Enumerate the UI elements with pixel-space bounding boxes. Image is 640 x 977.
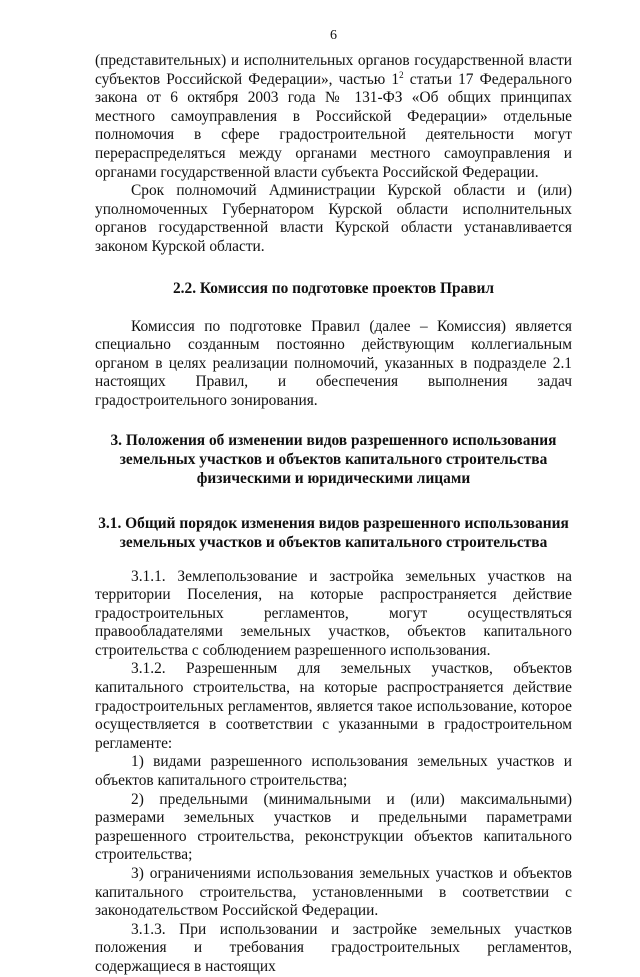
section-heading-3: 3. Положения об изменении видов разрешенного использования земельных участков и объектов капитального строительства физическими и юридическими лицами — [110, 431, 557, 487]
list-item-3: 3) ограничениями использования земельных участков и объектов капитального строительства, установленными в соответствии с законодательством Российской Федерации. — [95, 865, 572, 920]
paragraph-3-1-1: 3.1.1. Землепользование и застройка земельных участков на территории Поселения, на которые распространяется действие градостроительных регламентов, могут осуществляться правообладателями земельных участков, объектов капитального строительства с соблюдением разрешенного использования. — [95, 567, 572, 659]
section-heading-3-1: 3.1. Общий порядок изменения видов разрешенного использования земельных участков и объектов капитального строительства — [98, 514, 569, 551]
paragraph-3-1-2: 3.1.2. Разрешенным для земельных участков, объектов капитального строительства, на которые распространяется действие градостроительных регламентов, является такое использование, которое осуществляется в соответствии с указанными в градостроительном регламенте: — [95, 660, 572, 752]
section-heading-2-2: 2.2. Комиссия по подготовке проектов Правил — [172, 279, 495, 297]
superscript: 2 — [399, 69, 404, 80]
list-item-2: 2) предельными (минимальными и (или) максимальными) размерами земельных участков и предельными параметрами разрешенного строительства, реконструкции объектов капитального строительства; — [95, 790, 572, 864]
paragraph-term-of-powers: Срок полномочий Администрации Курской области и (или) уполномоченных Губернатором Курской области исполнительных органов государственной власти Курской области устанавливается законом Курской области. — [95, 182, 572, 255]
paragraph-text: статьи 17 Федерального закона от 6 октября 2003 года № 131-ФЗ «Об общих принципах местного самоуправления в Российской Федерации» отдельные полномочия в сфере градостроительной деятельности могут перераспределяться между органами местного самоуправления и органами государственной власти субъекта Российской Федерации. — [95, 70, 572, 181]
paragraph-text: (представительных) и исполнительных органов государственной власти субъектов Российской Федерации», частью 1 — [95, 52, 572, 88]
paragraph-commission: Комиссия по подготовке Правил (далее – Комиссия) является специально созданным постоянно действующим коллегиальным органом в целях реализации полномочий, указанных в подразделе 2.1 настоящих Правил, и обеспечения выполнения задач градостроительного зонирования. — [95, 317, 572, 409]
paragraph-continuation — [95, 52, 572, 182]
page-number: 6 — [330, 28, 337, 43]
list-item-1: 1) видами разрешенного использования земельных участков и объектов капитального строительства; — [95, 753, 572, 790]
paragraph-3-1-3: 3.1.3. При использовании и застройке земельных участков положения и требования градостроительных регламентов, содержащиеся в настоящих — [95, 920, 572, 975]
